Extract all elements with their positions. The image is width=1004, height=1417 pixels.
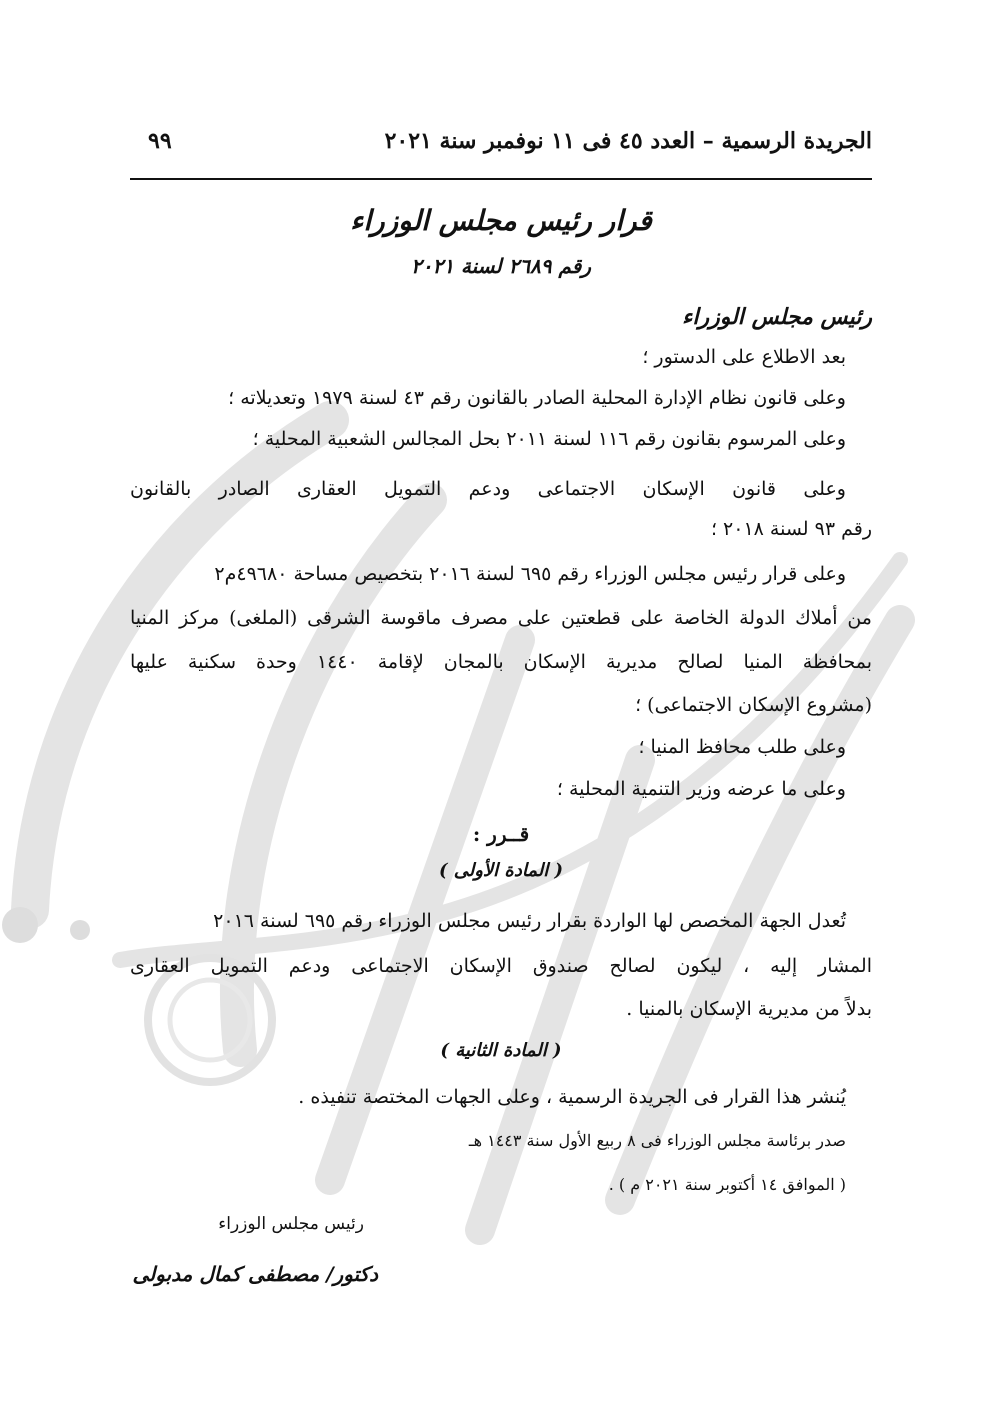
issuer-heading: رئيس مجلس الوزراء <box>682 304 872 330</box>
preamble-line: وعلى قانون نظام الإدارة المحلية الصادر بالقانون رقم ٤٣ لسنة ١٩٧٩ وتعديلاته ؛ <box>228 387 846 409</box>
preamble-line: (مشروع الإسكان الاجتماعى) ؛ <box>635 694 872 716</box>
article2-heading: ( المادة الثانية ) <box>440 1040 562 1061</box>
page-header <box>130 128 872 164</box>
preamble-line: وعلى المرسوم بقانون رقم ١١٦ لسنة ٢٠١١ بحل المجالس الشعبية المحلية ؛ <box>252 428 846 450</box>
decree-title: قرار رئيس مجلس الوزراء <box>350 204 652 237</box>
page-number: ٩٩ <box>148 128 172 154</box>
preamble-line: من أملاك الدولة الخاصة على قطعتين على مصرف ماقوسة الشرقى (الملغى) مركز المنيا <box>130 607 872 629</box>
preamble-line: وعلى طلب محافظ المنيا ؛ <box>638 736 846 758</box>
signature-name: دكتور/ مصطفى كمال مدبولى <box>132 1262 378 1286</box>
article1-line: المشار إليه ، ليكون لصالح صندوق الإسكان الاجتماعى ودعم التمويل العقارى <box>130 955 872 977</box>
preamble-line: بمحافظة المنيا لصالح مديرية الإسكان بالمجان لإقامة ١٤٤٠ وحدة سكنية عليها <box>130 651 872 673</box>
decree-number: رقم ٢٦٨٩ لسنة ٢٠٢١ <box>410 254 592 278</box>
preamble-line: رقم ٩٣ لسنة ٢٠١٨ ؛ <box>710 518 872 540</box>
article1-line: تُعدل الجهة المخصص لها الواردة بقرار رئيس مجلس الوزراء رقم ٦٩٥ لسنة ٢٠١٦ <box>213 910 846 932</box>
signature-role: رئيس مجلس الوزراء <box>218 1214 364 1234</box>
preamble-line: وعلى قانون الإسكان الاجتماعى ودعم التمويل العقارى الصادر بالقانون <box>130 478 846 500</box>
article2-text: يُنشر هذا القرار فى الجريدة الرسمية ، وعلى الجهات المختصة تنفيذه . <box>298 1086 846 1108</box>
preamble-line: بعد الاطلاع على الدستور ؛ <box>642 346 846 368</box>
article1-heading: ( المادة الأولى ) <box>438 860 564 881</box>
issuance-date-hijri: صدر برئاسة مجلس الوزراء فى ٨ ربيع الأول سنة ١٤٤٣ هـ <box>468 1131 846 1150</box>
running-title: الجريدة الرسمية – العدد ٤٥ فى ١١ نوفمبر سنة ٢٠٢١ <box>384 128 872 154</box>
article1-line: بدلاً من مديرية الإسكان بالمنيا . <box>626 998 872 1020</box>
preamble-line: وعلى قرار رئيس مجلس الوزراء رقم ٦٩٥ لسنة ٢٠١٦ بتخصيص مساحة ٤٩٦٨٠م٢ <box>214 563 846 585</box>
header-rule <box>130 178 872 180</box>
decided-label: قــرر : <box>472 822 530 846</box>
preamble-line: وعلى ما عرضه وزير التنمية المحلية ؛ <box>556 778 846 800</box>
issuance-date-gregorian: ( الموافق ١٤ أكتوبر سنة ٢٠٢١ م ) . <box>608 1175 846 1194</box>
